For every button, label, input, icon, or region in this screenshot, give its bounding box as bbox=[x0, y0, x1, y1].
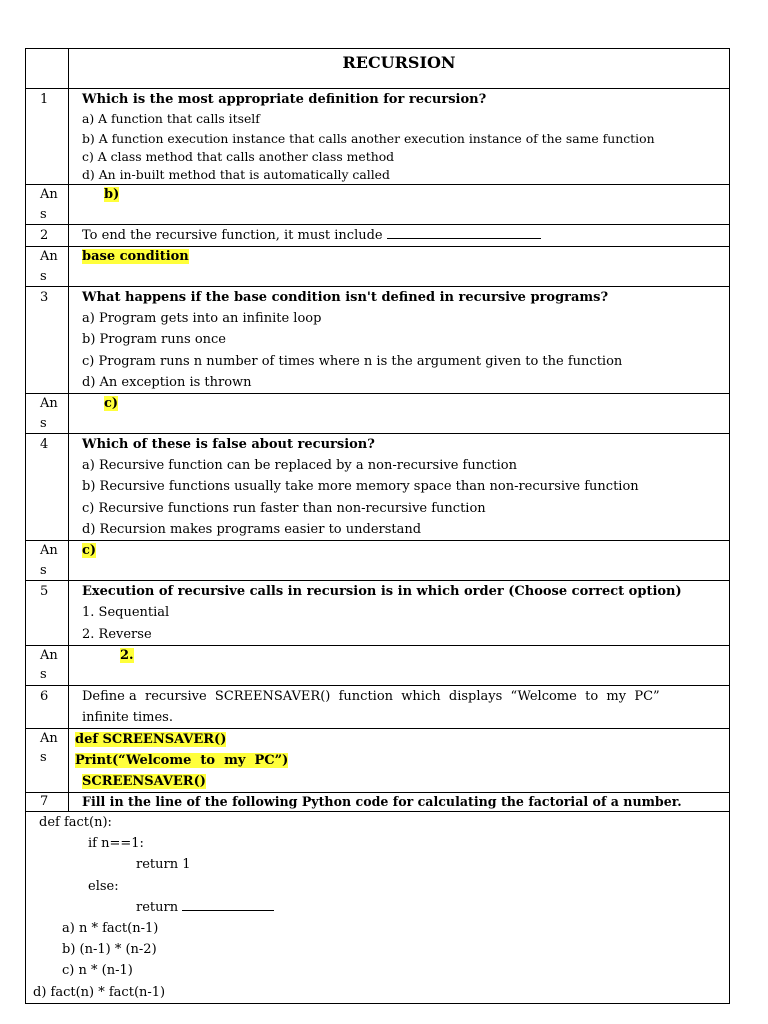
option: d) An in-built method that is automatically called bbox=[82, 167, 390, 182]
answer-text: 2. bbox=[120, 647, 134, 663]
question-number: 1 bbox=[26, 89, 69, 185]
option: b) Recursive functions usually take more memory space than non-recursive function bbox=[82, 479, 639, 495]
question-text: What happens if the base condition isn't defined in recursive programs? bbox=[82, 290, 609, 305]
option: a) n * fact(n-1) bbox=[62, 920, 159, 936]
question-text: Fill in the line of the following Python code for calculating the factorial of a number. bbox=[69, 792, 730, 811]
recursion-table bbox=[25, 48, 730, 1004]
answer-line: SCREENSAVER() bbox=[82, 773, 206, 789]
code-line: return bbox=[39, 897, 729, 918]
question-cell bbox=[69, 685, 730, 728]
question-row-7 bbox=[26, 792, 730, 811]
option: 1. Sequential bbox=[82, 605, 170, 621]
question-number: 6 bbox=[26, 685, 69, 728]
question-row-2 bbox=[26, 225, 730, 247]
answer-label: An s bbox=[26, 185, 69, 225]
worksheet bbox=[25, 48, 730, 1004]
option: b) Program runs once bbox=[82, 332, 226, 348]
option: d) Recursion makes programs easier to understand bbox=[82, 522, 422, 538]
option: c) Program runs n number of times where n is the argument given to the function bbox=[82, 353, 623, 369]
answer-row-6 bbox=[26, 728, 730, 792]
question-number: 7 bbox=[26, 792, 69, 811]
answer-cell bbox=[69, 185, 730, 225]
question-row-5 bbox=[26, 581, 730, 646]
question-row-1 bbox=[26, 89, 730, 185]
answer-cell bbox=[69, 728, 730, 792]
question-cell bbox=[69, 581, 730, 646]
answer-row-4 bbox=[26, 541, 730, 581]
blank-line bbox=[182, 898, 274, 911]
question-number: 5 bbox=[26, 581, 69, 646]
option: 2. Reverse bbox=[82, 626, 152, 642]
question-text: Which of these is false about recursion? bbox=[82, 437, 375, 453]
question-text: To end the recursive function, it must include bbox=[82, 228, 383, 243]
answer-row-5 bbox=[26, 645, 730, 685]
answer-row-1 bbox=[26, 185, 730, 225]
option: b) A function execution instance that calls another execution instance of the same function bbox=[82, 131, 655, 146]
answer-text: b) bbox=[104, 187, 120, 202]
answer-cell bbox=[69, 541, 730, 581]
answer-line: Print(“Welcome to my PC”) bbox=[75, 752, 289, 768]
code-line: return 1 bbox=[136, 857, 191, 873]
answer-line: def SCREENSAVER() bbox=[75, 731, 227, 747]
answer-label: An s bbox=[26, 541, 69, 581]
question-text-continued: infinite times. bbox=[82, 709, 173, 725]
code-line: def fact(n): bbox=[39, 814, 112, 830]
question-text: Which is the most appropriate definition for recursion? bbox=[82, 92, 487, 107]
code-cell bbox=[26, 811, 730, 1003]
question-text: Define a recursive SCREENSAVER() function which displays “Welcome to my PC” bbox=[82, 688, 660, 704]
page-title: RECURSION bbox=[69, 49, 730, 89]
title-row bbox=[26, 49, 730, 89]
answer-text: c) bbox=[82, 543, 97, 559]
answer-label: An s bbox=[26, 394, 69, 434]
question-row-4 bbox=[26, 434, 730, 541]
blank-line bbox=[387, 226, 541, 239]
option: c) n * (n-1) bbox=[62, 963, 133, 979]
option: a) A function that calls itself bbox=[82, 111, 260, 126]
option: c) A class method that calls another class method bbox=[82, 149, 395, 164]
question-cell bbox=[69, 434, 730, 541]
answer-text: c) bbox=[104, 396, 119, 412]
question-row-3 bbox=[26, 287, 730, 394]
question-number: 3 bbox=[26, 287, 69, 394]
question-cell bbox=[69, 287, 730, 394]
code-row bbox=[26, 811, 730, 1003]
question-row-6 bbox=[26, 685, 730, 728]
code-line: else: bbox=[88, 878, 119, 894]
blank-num-cell bbox=[26, 49, 69, 89]
question-number: 2 bbox=[26, 225, 69, 247]
option: a) Program gets into an infinite loop bbox=[82, 311, 322, 326]
answer-cell bbox=[69, 247, 730, 287]
option: d) fact(n) * fact(n-1) bbox=[33, 984, 166, 1000]
option: c) Recursive functions run faster than non-recursive function bbox=[82, 500, 486, 516]
question-text: Execution of recursive calls in recursion is in which order (Choose correct option) bbox=[82, 584, 682, 600]
option: d) An exception is thrown bbox=[82, 374, 252, 390]
option: a) Recursive function can be replaced by a non-recursive function bbox=[82, 458, 517, 474]
question-cell bbox=[69, 225, 730, 247]
answer-label: An s bbox=[26, 645, 69, 685]
answer-cell bbox=[69, 394, 730, 434]
question-number: 4 bbox=[26, 434, 69, 541]
answer-text: base condition bbox=[82, 249, 189, 264]
answer-label: An s bbox=[26, 728, 69, 792]
code-line: if n==1: bbox=[88, 836, 144, 852]
answer-label: An s bbox=[26, 247, 69, 287]
question-cell bbox=[69, 89, 730, 185]
answer-row-3 bbox=[26, 394, 730, 434]
option: b) (n-1) * (n-2) bbox=[62, 942, 157, 958]
answer-row-2 bbox=[26, 247, 730, 287]
answer-cell bbox=[69, 645, 730, 685]
